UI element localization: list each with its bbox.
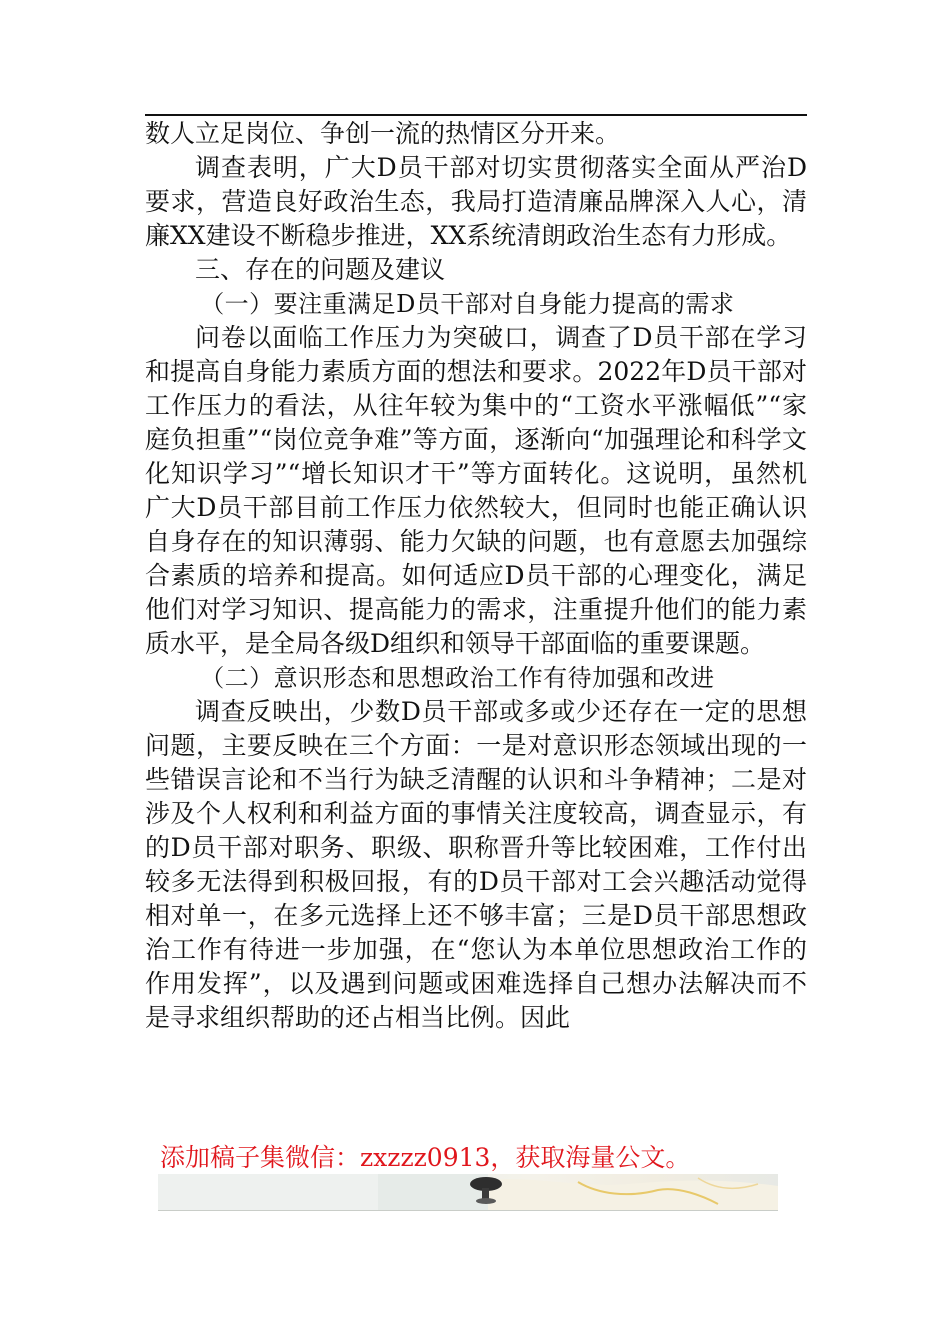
paragraph-work-pressure: 问卷以面临工作压力为突破口，调查了D员干部在学习和提高自身能力素质方面的想法和要求。2022年D员干部对工作压力的看法，从往年较为集中的“工资水平涨幅低”“家庭负担重”“岗位竞争难”等方面，逐渐向“加强理论和科学文化知识学习”“增长知识才干”等方面转化。这说明，虽然机广大D员干部目前工作压力依然较大，但同时也能正确认识自身存在的知识薄弱、能力欠缺的问题，也有意愿去加强综合素质的培养和提高。如何适应D员干部的心理变化，满足他们对学习知识、提高能力的需求，注重提升他们的能力素质水平，是全局各级D组织和领导干部面临的重要课题。	[145, 323, 807, 658]
body-text	[145, 117, 807, 1035]
subsection-heading-ideology: （二）意识形态和思想政治工作有待加强和改进	[200, 664, 715, 692]
header-rule	[145, 114, 807, 116]
paragraph-survey-results: 调查表明，广大D员干部对切实贯彻落实全面从严治D要求，营造良好政治生态，我局打造清廉品牌深入人心，清廉XX建设不断稳步推进，XX系统清朗政治生态有力形成。	[145, 153, 807, 250]
paragraph-ideology-issues: 调查反映出，少数D员干部或多或少还存在一定的思想问题，主要反映在三个方面：一是对意识形态领域出现的一些错误言论和不当行为缺乏清醒的认识和斗争精神；二是对涉及个人权利和利益方面的事情关注度较高，调查显示，有的D员干部对职务、职级、职称晋升等比较困难，工作付出较多无法得到积极回报，有的D员干部对工会兴趣活动觉得相对单一，在多元选择上还不够丰富；三是D员干部思想政治工作有待进一步加强，在“您认为本单位思想政治工作的作用发挥”，以及遇到问题或困难选择自己想办法解决而不是寻求组织帮助的还占相当比例。因此	[145, 697, 807, 1032]
subsection-heading-ability: （一）要注重满足D员干部对自身能力提高的需求	[200, 290, 735, 318]
paragraph-continuation: 数人立足岗位、争创一流的热情区分开来。	[145, 119, 621, 148]
embedded-photo-strip	[158, 1174, 778, 1211]
section-heading-problems: 三、存在的问题及建议	[195, 255, 446, 284]
promo-watermark-text: 添加稿子集微信：zxzzz0913，获取海量公文。	[160, 1143, 691, 1172]
